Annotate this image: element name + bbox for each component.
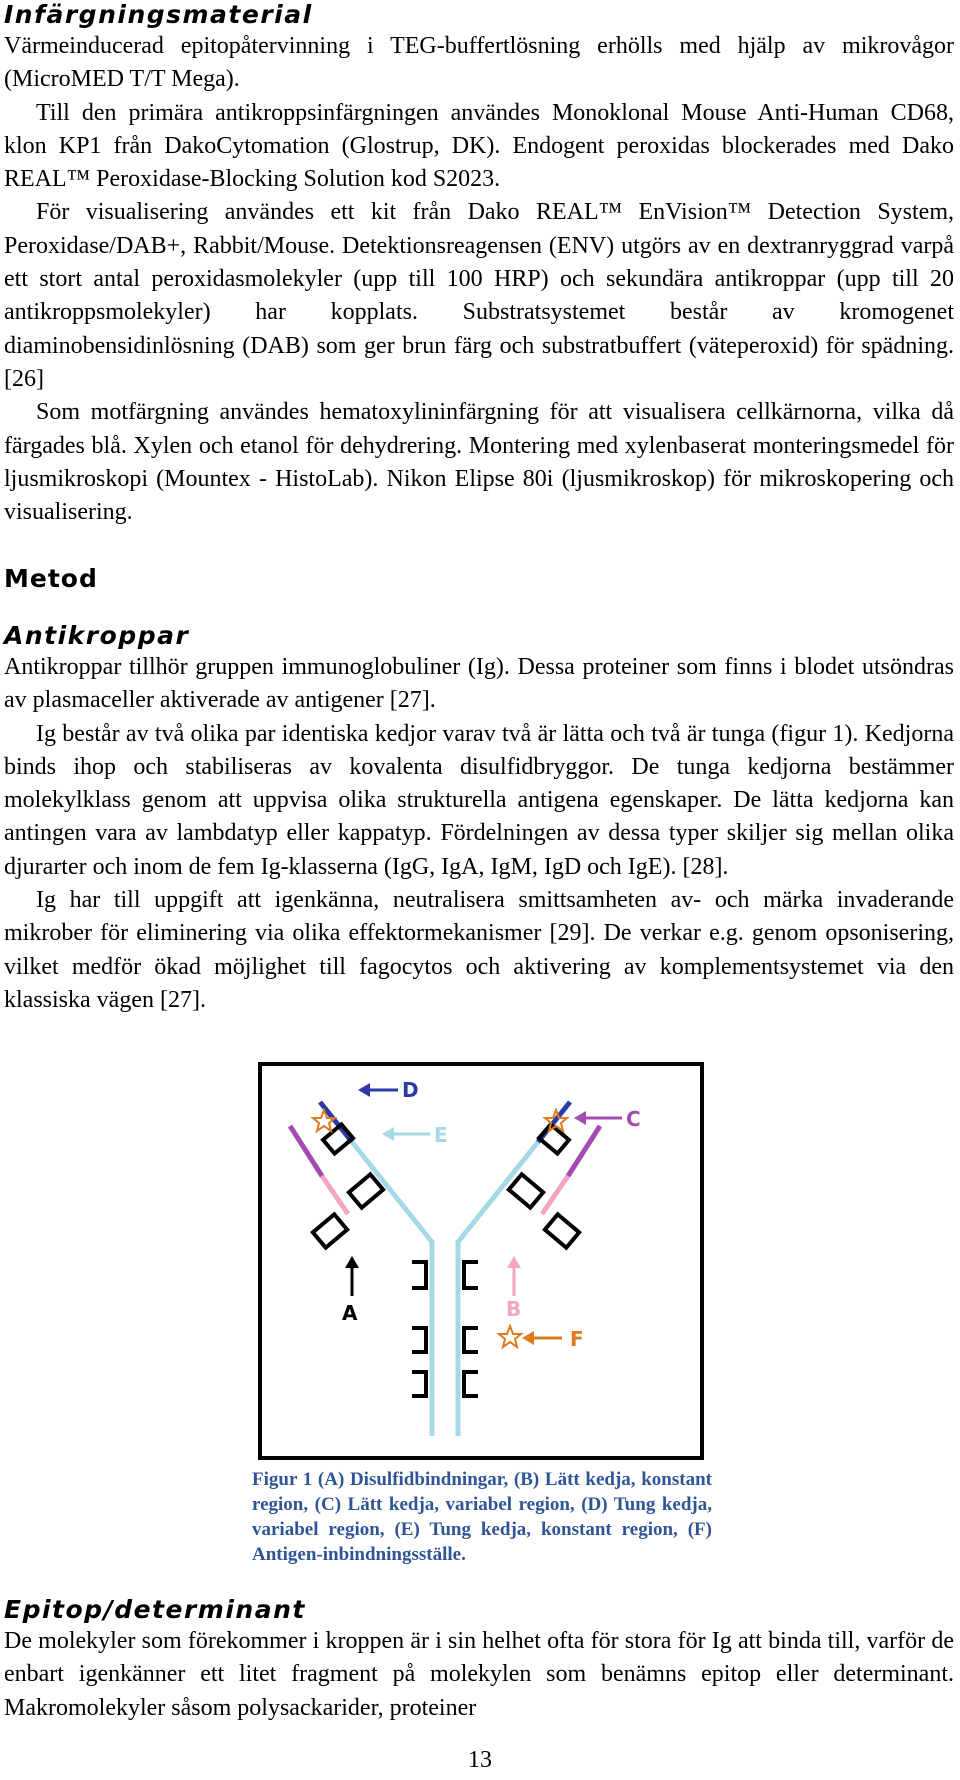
heading-antikroppar: Antikroppar	[4, 621, 190, 650]
page-number: 13	[468, 1747, 492, 1773]
light-chain-left-variable	[290, 1126, 322, 1176]
label-e: E	[434, 1123, 448, 1147]
label-a: A	[342, 1301, 358, 1325]
paragraph: För visualisering användes ett kit från Dako REAL™ EnVision™ Detection System, Peroxidase/DAB+, Rabbit/Mouse. Detektionsreagensen (ENV) utgörs av en dextranryggrad varpå ett stort antal peroxidasmolekyler (upp till 100 HRP) och sekundära antikroppar (upp till 20 antikroppsmolekyler) har kopplats. Substratsystemet består av kromogenet diaminobensidinlösning (DAB) som ger brun färg och substratbuffert (väteperoxid) för spädning. [26]	[4, 199, 954, 392]
heading-infargningsmaterial: Infärgningsmaterial	[4, 0, 313, 29]
light-chain-right-variable	[568, 1126, 600, 1176]
light-chain-left-constant	[322, 1176, 348, 1214]
heading-epitop: Epitop/determinant	[4, 1595, 306, 1624]
paragraph: De molekyler som förekommer i kroppen är i sin helhet ofta för stora för Ig att binda till, varför de enbart igenkänner ett litet fragment på molekylen som benämns epitop eller determinant. Makromolekyler såsom polysackarider, proteiner	[4, 1628, 954, 1721]
figure-caption: Figur 1 (A) Disulfidbindningar, (B) Lätt kedja, konstant region, (C) Lätt kedja, variabel region, (D) Tung kedja, variabel region, (E) Tung kedja, konstant region, (F) Antigen-inbindningsställe.	[252, 1469, 712, 1565]
label-d: D	[402, 1078, 419, 1102]
paragraph: Ig har till uppgift att igenkänna, neutralisera smittsamheten av- och märka invaderande mikrober för eliminering via olika effektormekanismer [29]. De verkar e.g. genom opsonisering, vilket medför ökad möjlighet till fagocytos och aktivering av komplementsystemet via den klassiska vägen [27].	[4, 887, 954, 1013]
paragraph: Som motfärgning användes hematoxylininfärgning för att visualisera cellkärnorna, vilka då färgades blå. Xylen och etanol för dehydrering. Montering med xylenbaserat monteringsmedel för ljusmikroskopi (Mountex - HistoLab). Nikon Elipse 80i (ljusmikroskop) för mikroskopering och visualisering.	[4, 399, 954, 526]
heading-metod: Metod	[4, 564, 98, 593]
section-infargningsmaterial	[4, 0, 954, 529]
paragraph: Ig består av två olika par identiska kedjor varav två är lätta och två är tunga (figur 1). Kedjorna binds ihop och stabiliseras av kovalenta disulfidbryggor. De tunga kedjorna bestämmer molekylklass genom att uppvisa olika strukturella antigena egenskaper. De lätta kedjorna kan antingen vara av lambdatyp eller kappatyp. Fördelningen av dessa typer skiljer sig mellan olika djurarter och inom de fem Ig-klasserna (IgG, IgA, IgM, IgD och IgE). [28].	[4, 720, 954, 880]
paragraph: Antikroppar tillhör gruppen immunoglobuliner (Ig). Dessa proteiner som finns i blodet utsöndras av plasmaceller aktiverade av antigener [27].	[4, 654, 954, 714]
section-epitop	[4, 1595, 954, 1725]
antibody-figure	[258, 1062, 704, 1460]
label-c: C	[626, 1107, 641, 1131]
section-antikroppar	[4, 621, 954, 1017]
label-b: B	[506, 1297, 522, 1321]
paragraph: Till den primära antikroppsinfärgningen användes Monoklonal Mouse Anti-Human CD68, klon KP1 från DakoCytomation (Glostrup, DK). Endogent peroxidas blockerades med Dako REAL™ Peroxidase-Blocking Solution kod S2023.	[4, 99, 954, 193]
paragraph: Värmeinducerad epitopåtervinning i TEG-buffertlösning erhölls med hjälp av mikrovågor (MicroMED T/T Mega).	[4, 33, 954, 93]
antibody-diagram	[262, 1066, 700, 1456]
light-chain-right-constant	[542, 1176, 568, 1214]
label-f: F	[570, 1327, 584, 1351]
